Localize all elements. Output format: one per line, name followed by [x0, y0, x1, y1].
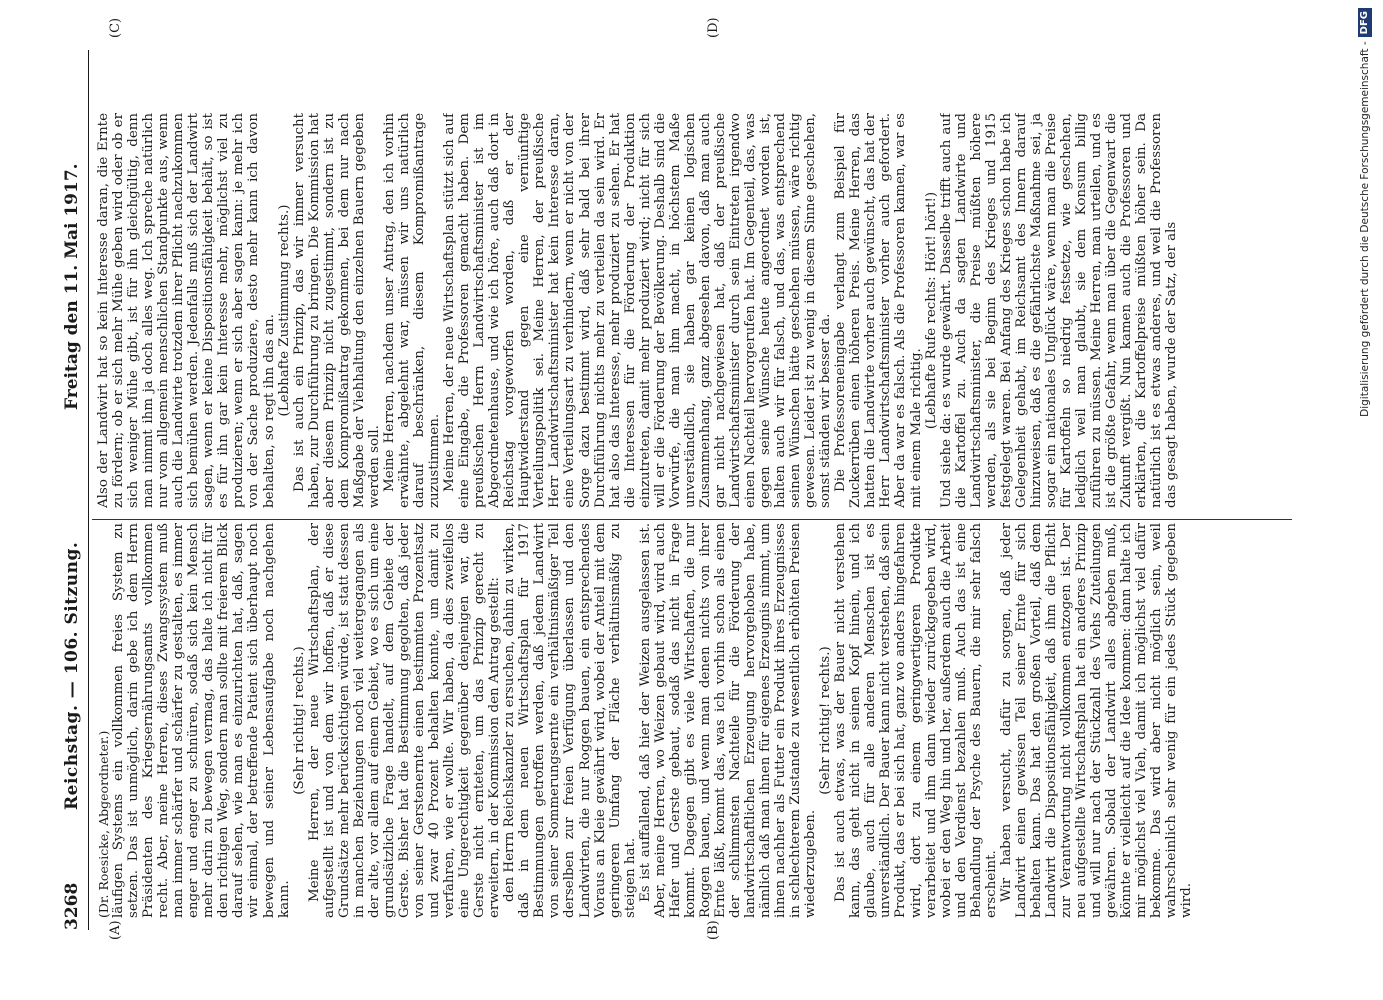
interjection: (Lebhafte Rufe rechts: Hört! hört!) — [923, 191, 939, 430]
page-header — [58, 50, 89, 930]
session-date: Freitag den 11. Mai 1917. — [62, 163, 82, 410]
digitization-credit — [1352, 8, 1378, 992]
right-column — [96, 113, 1296, 508]
quoted-motion: den Herrn Reichskanzler zu ersuchen, dahin zu wirken, daß in dem neuen Wirtschaftsplan für 1917 Bestimmungen getroffen werden, daß jedem Landwirt von seiner Sommerungsernte ein verhältnismäßiger Teil derselben zur freien Verfügung überlassen und den Landwirten, die nur Roggen bauen, ein entsprechendes Voraus an Kleie gewährt wird, wobei der Anteil mit dem geringeren Umfang der Fläche verhältnismäßig zu steigen hat. — [502, 523, 638, 918]
dfg-logo: DFG — [1358, 8, 1372, 37]
paragraph: Also der Landwirt hat so kein Interesse daran, die Ernte zu fördern; ob er sich mehr Mühe geben wird oder ob er sich weniger Mühe gibt, ist für ihn gleichgültig, denn man nimmt ihm ja doch alles weg. Ich spreche natürlich nur vom allgemein menschlichen Standpunkte aus, wenn auch die Landwirte trotzdem ihrer Pflicht nachzukommen sich bemühen werden. Jedenfalls muß sich der Landwirt sagen, wenn er keine Dispositionsfähigkeit behält, so ist es für ihn gar kein Interesse mehr, möglichst viel zu produzieren; wenn er sich aber sagen kann: je mehr ich von der Sache produziere, desto mehr kann ich davon behalten, so regt ihn das an. — [96, 113, 277, 508]
interjection: (Sehr richtig! rechts.) — [291, 646, 307, 795]
paragraph: Es ist auffallend, daß hier der Weizen ausgelassen ist. Aber, meine Herren, wo Weizen gebaut wird, wird auch Hafer und Gerste gebaut, sodaß das nicht in Frage kommt. Dagegen gibt es viele Wirtschaften, die nur Roggen bauen, und wenn man denen nichts von ihrer Ernte läßt, kommt das, was ich vorhin schon als einen der schlimmsten Nachteile für die Förderung der landwirtschaftlichen Erzeugung hervorgehoben habe, nämlich daß man ihnen für eigenes Erzeugnis nimmt, um ihnen nachher als Futter ein Produkt ihres Erzeugnisses in schlechterem Zustande zu wesentlich erhöhten Preisen wiederzugeben. — [637, 523, 819, 918]
paragraph: Wir haben versucht, dafür zu sorgen, daß jeder Landwirt einen gewissen Teil seiner Ernte für sich behalten kann. Das hat den großen Vorteil, daß dem Landwirt die Dispositionsfähigkeit, daß ihm die Pflicht zur Verantwortung nicht vollkommen entzogen ist. Der neu aufgestellte Wirtschaftsplan hat ein anderes Prinzip und will nur nach der Stückzahl des Viehs Zuteilungen gewähren. Sobald der Landwirt alles abgeben muß, könnte er vielleicht auf die Idee kommen: dann halte ich mir möglichst viel Vieh, damit ich möglichst viel dafür bekomme. Das wird aber nicht möglich sein, weil wahrscheinlich sehr wenig für ein jedes Stück gegeben wird. — [998, 523, 1195, 918]
paragraph: Das ist auch ein Prinzip, das wir immer versucht haben, zur Durchführung zu bringen. Die Kommission hat aber diesem Prinzip nicht zugestimmt, sondern ist zu dem Kompromißantrag gekommen, bei dem nur nach Maßgabe der Viehhaltung den einzelnen Bauern gegeben werden soll. — [291, 113, 382, 508]
paragraph: läufigen Systems ein vollkommen freies System zu setzen. Das ist unmöglich, darin gebe ich dem Herrn Präsidenten des Kriegsernährungsamts vollkommen recht. Aber, meine Herren, dieses Zwangssystem muß man immer schärfer und schärfer zu gestalten, es immer enger und enger zu schnüren, sodaß sich kein Mensch mehr darin zu bewegen vermag, das halte ich nicht für den richtigen Weg, sondern man sollte mit freierem Blick darauf sehen, wie man es einzurichten hat, daß, sagen wir einmal, der betreffende Patient sich überhaupt noch bewegen und seiner Lebensaufgabe noch nachgehen kann. — [111, 523, 292, 918]
left-column — [96, 523, 1296, 918]
interjection: (Sehr richtig! rechts.) — [818, 646, 834, 795]
speaker-label: (Dr. Roesicke, Abgeordneter.) — [96, 730, 111, 918]
page-number: 3268 — [62, 882, 82, 930]
running-title: Reichstag. — 106. Sitzung. — [62, 541, 82, 810]
paragraph: Und siehe da: es wurde gewährt. Dasselbe trifft auch auf die Kartoffel zu. Auch da sagten Landwirte und Landwirtschaftsminister, die Preise müßten höhere werden, als sie bei Beginn des Krieges und 1915 festgelegt waren. Bei Anfang des Krieges schon habe ich Gelegenheit gehabt, im Reichsamt des Innern darauf hinzuweisen, daß es die gefährlichste Maßnahme sei, ja sogar ein nationales Unglück wäre, wenn man die Preise für Kartoffeln so niedrig festsetze, wie geschehen, lediglich weil man glaubt, sie dem Konsum billig zuführen zu müssen. Meine Herren, man urteilen, und es ist die größte Gefahr, wenn man über die Gegenwart die Zukunft vergißt. Nun kamen auch die Professoren und erklärten, die Kartoffelpreise müßten höher sein. Da natürlich ist es etwas anderes, und weil die Professoren das gesagt haben, wurde der Satz, der als — [938, 113, 1180, 508]
margin-letter-d: (D) — [706, 17, 721, 38]
margin-letter-b: (B) — [706, 920, 721, 940]
margin-letter-c: (C) — [108, 17, 123, 38]
paragraph: Die Professoreneingabe verlangt zum Beispiel für Zuckerrüben einen höheren Preis. Meine Herren, das hatten die Landwirte vorher auch gewünscht, das hat der Herr Landwirtschaftsminister vorher auch gefordert. Aber da war es falsch. Als die Professoren kamen, war es mit einem Male richtig. — [833, 113, 924, 508]
paragraph: Meine Herren, nachdem unser Antrag, den ich vorhin erwähnte, abgelehnt war, müssen wir uns natürlich darauf beschränken, diesem Kompromißantrage zuzustimmen. — [381, 113, 443, 508]
interjection: (Lebhafte Zustimmung rechts.) — [276, 204, 292, 417]
paragraph: Meine Herren, der neue Wirtschaftsplan stützt sich auf eine Eingabe, die Professoren gemacht haben. Dem preußischen Herrn Landwirtschaftsminister ist im Abgeordnetenhause, und wie ich höre, auch daß dort in Reichstag vorgeworfen worden, daß er der Hauptwiderstand gegen eine vernünftige Verteilungspolitik sei. Meine Herren, der preußische Herr Landwirtschaftsminister hat kein Interesse daran, eine Verteilungsart zu verhindern, wenn er nicht von der Sorge dazu bestimmt wird, daß sehr bald bei ihrer Durchführung nichts mehr zu verteilen da sein wird. Er hat also das Interesse, mehr produziert zu sehen. Er hat die Interessen für die Förderung der Produktion einzutreten, damit mehr produziert wird; nicht für sich will er die Förderung der Bevölkerung. Deshalb sind die Vorwürfe, die man ihm macht, in höchstem Maße unverständlich, sie haben gar keinen logischen Zusammenhang, ganz abgesehen davon, daß man auch gar nicht nachgewiesen hat, daß der preußische Landwirtschaftsminister durch sein Eintreten irgendwo einen Nachteil hervorgerufen hat. Im Gegenteil, das, was gegen seine Wünsche heute angeordnet worden ist, halten auch wir für falsch, und das, was entsprechend seinen Wünschen hätte geschehen müssen, wäre richtig gewesen. Leider ist zu wenig in diesem Sinne geschehen, sonst ständen wir besser da. — [442, 113, 834, 508]
margin-letter-a: (A) — [108, 920, 123, 940]
column-divider — [92, 519, 1292, 520]
paragraph: Das ist auch etwas, was der Bauer nicht verstehen kann, das geht nicht in seinen Kopf hinein, und ich glaube, auch für alle anderen Menschen ist es unverständlich. Der Bauer kann nicht verstehen, daß sein Produkt, das er bei sich hat, ganz wo anders hingefahren wird, dort zu einem geringwertigeren Produkte verarbeitet und ihm dann wieder zurückgegeben wird, wobei er den Weg hin und her, außerdem auch die Arbeit und den Verdienst bezahlen muß. Auch das ist eine Behandlung der Psyche des Bauern, die mir sehr falsch erscheint. — [833, 523, 999, 918]
credit-text: Digitalisierung gefördert durch die Deutsche Forschungsgemeinschaft - — [1359, 41, 1371, 417]
paragraph: Meine Herren, der neue Wirtschaftsplan, der aufgestellt ist und von dem wir hoffen, daß er diese Grundsätze mehr berücksichtigen würde, ist statt dessen in manchen Beziehungen noch viel weitergegangen als der alte, vor allem auf einem Gebiet, wo es sich um eine grundsätzliche Frage handelt, auf dem Gebiete der Gerste. Bisher hat die Bestimmung gegolten, daß jeder von seiner Gerstenernte einen bestimmten Prozentsatz und zwar 40 Prozent behalten konnte, um damit zu verfahren, wie er wollte. Wir haben, da dies zweifellos eine Ungerechtigkeit gegenüber denjenigen war, die Gerste nicht ernteten, um das Prinzip gerecht zu erweitern, in der Kommission den Antrag gestellt: — [306, 523, 503, 918]
